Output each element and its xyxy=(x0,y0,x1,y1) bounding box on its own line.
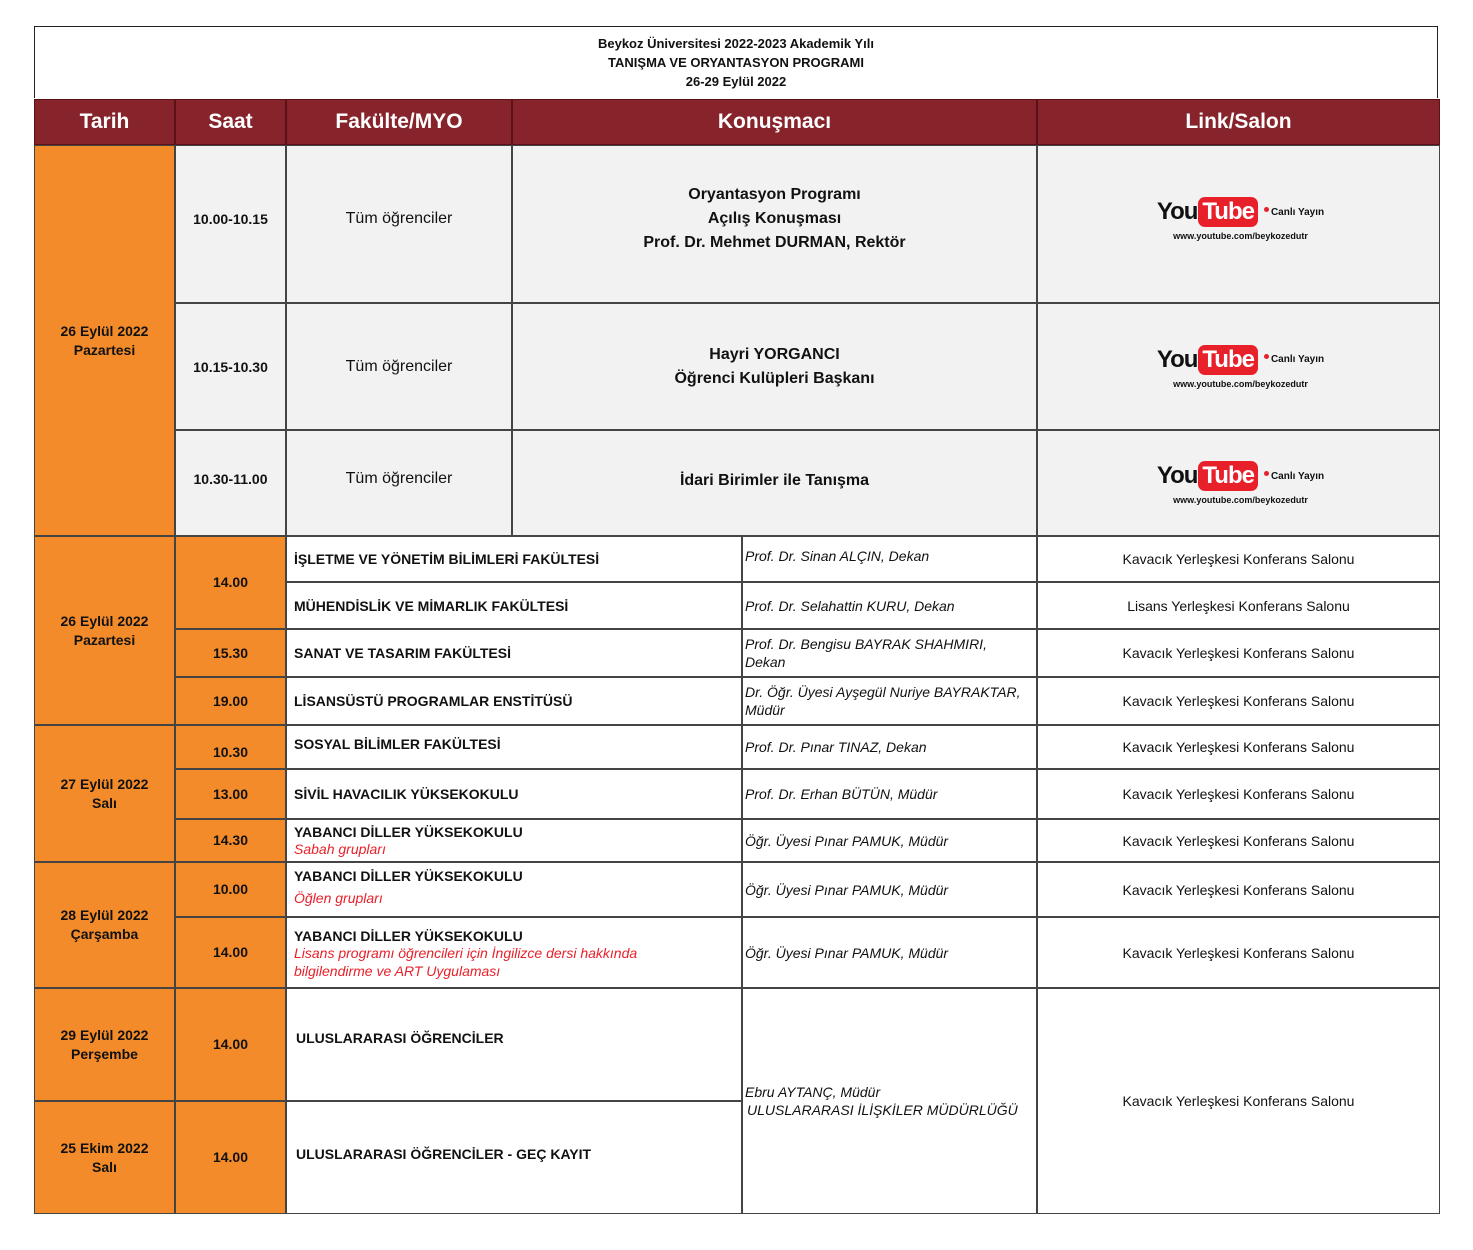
faculty-name: YABANCI DİLLER YÜKSEKOKULU xyxy=(294,823,523,840)
date-cell xyxy=(34,536,175,725)
location-cell: Kavacık Yerleşkesi Konferans Salonu xyxy=(1037,769,1440,819)
schedule-document xyxy=(34,26,1440,1214)
speaker-name: Prof. Dr. Erhan BÜTÜN, Müdür xyxy=(745,786,938,802)
live-label: Canlı Yayın xyxy=(1270,470,1325,482)
youtube-url[interactable]: www.youtube.com/beykozedutr xyxy=(1173,231,1308,241)
live-dot-icon xyxy=(1264,207,1269,212)
speaker-line: İdari Birimler ile Tanışma xyxy=(679,472,870,489)
faculty-name: SOSYAL BİLİMLER FAKÜLTESİ xyxy=(294,736,501,752)
date-text: 27 Eylül 2022 xyxy=(60,775,149,792)
youtube-logo-you: You xyxy=(1156,462,1198,489)
live-label: Canlı Yayın xyxy=(1270,206,1325,218)
day-text: Pazartesi xyxy=(73,631,136,648)
audience-cell: Tüm öğrenciler xyxy=(286,145,512,303)
day-text: Perşembe xyxy=(71,1045,138,1062)
faculty-cell xyxy=(286,582,742,629)
audience-cell: Tüm öğrenciler xyxy=(286,430,512,536)
day-text: Çarşamba xyxy=(70,926,139,942)
document-title xyxy=(34,26,1438,98)
speaker-cell xyxy=(512,303,1037,430)
speaker-cell xyxy=(742,582,1037,629)
time-cell: 10.00-10.15 xyxy=(175,145,286,303)
day-text: Pazartesi xyxy=(73,341,136,358)
faculty-note: Öğlen grupları xyxy=(294,890,383,906)
time-cell: 10.00 xyxy=(175,862,286,917)
title-line-3: 26-29 Eylül 2022 xyxy=(685,74,787,89)
speaker-name: Öğr. Üyesi Pınar PAMUK, Müdür xyxy=(745,944,949,961)
date-text: 29 Eylül 2022 xyxy=(60,1026,149,1043)
speaker-unit: ULUSLARARASI İLİŞKİLER MÜDÜRLÜĞÜ xyxy=(747,1102,1018,1118)
speaker-name: Dr. Öğr. Üyesi Ayşegül Nuriye BAYRAKTAR, Müdür xyxy=(745,684,1021,718)
faculty-cell xyxy=(286,536,742,582)
faculty-cell xyxy=(286,725,742,769)
speaker-cell xyxy=(512,430,1037,536)
location-cell: Kavacık Yerleşkesi Konferans Salonu xyxy=(1037,725,1440,769)
youtube-logo-you: You xyxy=(1156,198,1198,225)
location-cell: Kavacık Yerleşkesi Konferans Salonu xyxy=(1037,819,1440,862)
title-line-2: TANIŞMA VE ORYANTASYON PROGRAMI xyxy=(608,55,864,70)
location-cell: Kavacık Yerleşkesi Konferans Salonu xyxy=(1037,862,1440,917)
speaker-name: Prof. Dr. Pınar TINAZ, Dekan xyxy=(745,739,927,755)
date-text: 25 Ekim 2022 xyxy=(60,1139,149,1156)
faculty-cell xyxy=(286,677,742,725)
faculty-cell xyxy=(286,819,742,862)
faculty-name: SİVİL HAVACILIK YÜKSEKOKULU xyxy=(294,786,519,802)
faculty-name: YABANCI DİLLER YÜKSEKOKULU xyxy=(294,868,523,884)
faculty-cell xyxy=(286,988,742,1101)
live-label: Canlı Yayın xyxy=(1270,354,1325,365)
faculty-name: MÜHENDİSLİK VE MİMARLIK FAKÜLTESİ xyxy=(294,597,569,614)
speaker-cell xyxy=(742,536,1037,582)
time-cell: 14.00 xyxy=(175,536,286,629)
day-text: Salı xyxy=(92,794,117,811)
time-cell: 10.15-10.30 xyxy=(175,303,286,430)
faculty-cell xyxy=(286,629,742,677)
faculty-note: Sabah grupları xyxy=(294,840,386,857)
date-cell xyxy=(34,988,175,1101)
youtube-logo-tube: Tube xyxy=(1198,345,1258,375)
date-cell xyxy=(34,1101,175,1214)
speaker-cell xyxy=(742,769,1037,819)
faculty-cell xyxy=(286,917,742,988)
title-line-1: Beykoz Üniversitesi 2022-2023 Akademik Yılı xyxy=(597,36,875,51)
youtube-link-cell[interactable] xyxy=(1037,145,1440,303)
location-cell-international: Kavacık Yerleşkesi Konferans Salonu xyxy=(1037,988,1440,1214)
youtube-logo-tube: Tube xyxy=(1198,197,1258,227)
speaker-cell-international xyxy=(742,988,1037,1214)
speaker-cell xyxy=(512,145,1037,303)
time-cell: 10.30 xyxy=(175,725,286,769)
time-cell: 14.00 xyxy=(175,988,286,1101)
faculty-note: Lisans programı öğrencileri için İngilizce dersi hakkında bilgilendirme ve ART Uygulaması xyxy=(294,945,638,979)
day-text: Salı xyxy=(92,1158,117,1175)
audience-cell: Tüm öğrenciler xyxy=(286,303,512,430)
youtube-link-cell[interactable] xyxy=(1037,430,1440,536)
date-cell xyxy=(34,862,175,988)
faculty-name: LİSANSÜSTÜ PROGRAMLAR ENSTİTÜSÜ xyxy=(294,693,573,709)
faculty-name: ULUSLARARASI ÖĞRENCİLER - GEÇ KAYIT xyxy=(296,1145,592,1162)
faculty-name: YABANCI DİLLER YÜKSEKOKULU xyxy=(294,928,523,944)
youtube-logo-you: You xyxy=(1156,345,1198,373)
column-header-fakulte: Fakülte/MYO xyxy=(286,99,512,145)
time-cell: 14.00 xyxy=(175,917,286,988)
speaker-line: Prof. Dr. Mehmet DURMAN, Rektör xyxy=(643,234,906,251)
speaker-name: Prof. Dr. Selahattin KURU, Dekan xyxy=(745,597,955,614)
speaker-name: Prof. Dr. Bengisu BAYRAK SHAHMIRI, Dekan xyxy=(745,636,987,670)
date-cell-opening xyxy=(34,145,175,536)
speaker-line: Açılış Konuşması xyxy=(707,210,842,227)
location-cell: Kavacık Yerleşkesi Konferans Salonu xyxy=(1037,536,1440,582)
date-cell xyxy=(34,725,175,862)
faculty-cell xyxy=(286,862,742,917)
speaker-cell xyxy=(742,862,1037,917)
youtube-url[interactable]: www.youtube.com/beykozedutr xyxy=(1173,495,1308,505)
speaker-cell xyxy=(742,629,1037,677)
column-header-konusmaci: Konuşmacı xyxy=(512,99,1037,145)
faculty-name: İŞLETME VE YÖNETİM BİLİMLERİ FAKÜLTESİ xyxy=(294,551,600,567)
column-header-link-salon: Link/Salon xyxy=(1037,99,1440,145)
column-header-tarih: Tarih xyxy=(34,99,175,145)
location-cell: Kavacık Yerleşkesi Konferans Salonu xyxy=(1037,629,1440,677)
time-cell: 13.00 xyxy=(175,769,286,819)
youtube-link-cell[interactable] xyxy=(1037,303,1440,430)
youtube-logo-tube: Tube xyxy=(1198,461,1258,491)
faculty-name: ULUSLARARASI ÖĞRENCİLER xyxy=(296,1029,504,1046)
time-cell: 14.00 xyxy=(175,1101,286,1214)
speaker-cell xyxy=(742,725,1037,769)
faculty-name: SANAT VE TASARIM FAKÜLTESİ xyxy=(294,645,511,661)
youtube-url[interactable]: www.youtube.com/beykozedutr xyxy=(1173,378,1308,389)
date-text: 26 Eylül 2022 xyxy=(60,322,149,339)
speaker-cell xyxy=(742,917,1037,988)
speaker-line: Oryantasyon Programı xyxy=(688,186,861,203)
live-dot-icon xyxy=(1264,471,1269,476)
time-cell: 15.30 xyxy=(175,629,286,677)
speaker-line: Hayri YORGANCI xyxy=(709,345,840,363)
faculty-cell xyxy=(286,769,742,819)
time-cell: 10.30-11.00 xyxy=(175,430,286,536)
time-cell: 14.30 xyxy=(175,819,286,862)
date-text: 28 Eylül 2022 xyxy=(60,907,149,923)
location-cell: Lisans Yerleşkesi Konferans Salonu xyxy=(1037,582,1440,629)
speaker-name: Ebru AYTANÇ, Müdür xyxy=(745,1084,881,1100)
speaker-line: Öğrenci Kulüpleri Başkanı xyxy=(674,369,875,387)
faculty-cell xyxy=(286,1101,742,1214)
speaker-cell xyxy=(742,819,1037,862)
location-cell: Kavacık Yerleşkesi Konferans Salonu xyxy=(1037,677,1440,725)
speaker-cell xyxy=(742,677,1037,725)
live-dot-icon xyxy=(1264,354,1269,359)
speaker-name: Öğr. Üyesi Pınar PAMUK, Müdür xyxy=(745,881,949,898)
column-header-saat: Saat xyxy=(175,99,286,145)
speaker-name: Öğr. Üyesi Pınar PAMUK, Müdür xyxy=(745,832,949,849)
date-text: 26 Eylül 2022 xyxy=(60,612,149,629)
speaker-name: Prof. Dr. Sinan ALÇIN, Dekan xyxy=(745,548,930,564)
location-cell: Kavacık Yerleşkesi Konferans Salonu xyxy=(1037,917,1440,988)
time-cell: 19.00 xyxy=(175,677,286,725)
